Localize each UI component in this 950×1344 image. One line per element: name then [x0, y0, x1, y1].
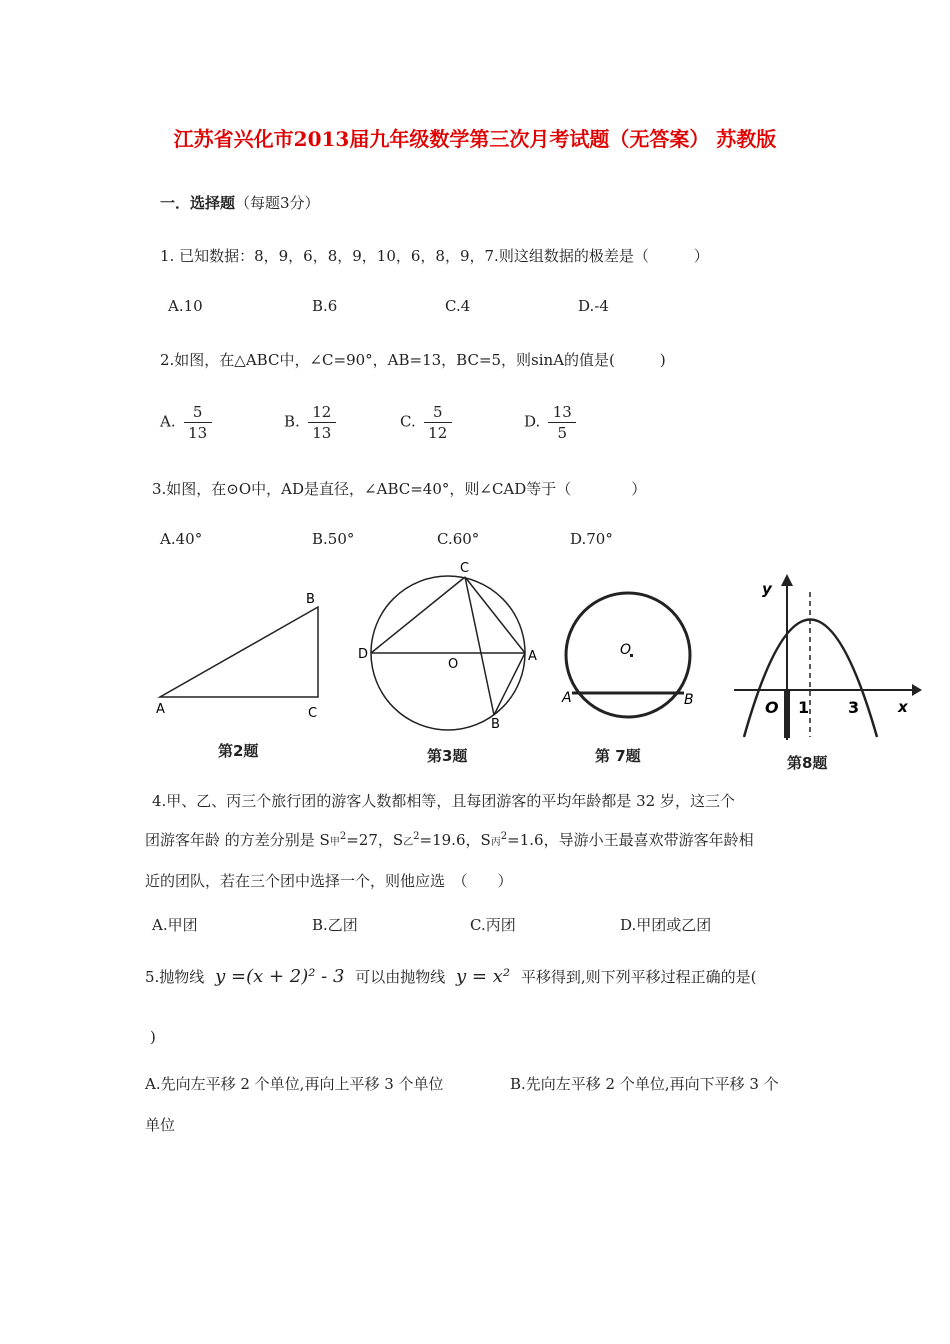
- figure-3-caption: 第3题: [427, 747, 468, 765]
- label-b: B: [306, 592, 315, 607]
- figure-2-triangle: [150, 585, 330, 725]
- q1-option-a: A.10: [168, 297, 203, 315]
- q4-option-d: D.甲团或乙团: [620, 916, 712, 934]
- question-1-stem: 1. 已知数据：8，9，6，8，9，10，6，8，9，7.则这组数据的极差是（ ）: [160, 247, 709, 265]
- page-title: 江苏省兴化市2013届九年级数学第三次月考试题（无答案） 苏教版: [173, 127, 777, 151]
- label-a: A: [156, 702, 165, 717]
- question-3-stem: 3.如图，在⊙O中，AD是直径，∠ABC=40°，则∠CAD等于（ ）: [152, 480, 647, 498]
- label-b: B: [491, 717, 500, 732]
- q4-option-a: A.甲团: [152, 916, 198, 934]
- label-c: C: [460, 561, 470, 576]
- label-o: O: [448, 657, 459, 672]
- label-a: A: [528, 649, 537, 664]
- figure-3-circle: [350, 558, 550, 738]
- q3-option-c: C.60°: [437, 530, 480, 548]
- section-heading: [160, 192, 320, 213]
- q4-option-c: C.丙团: [470, 916, 516, 934]
- q5-option-b-continued: 单位: [145, 1116, 176, 1134]
- figure-7-caption: 第 7题: [595, 747, 641, 765]
- section-note: （每题3分）: [235, 194, 320, 212]
- q2-option-c: C. $\frac{5}{12}$: [400, 402, 452, 443]
- q5-option-a: A.先向左平移 2 个单位,再向上平移 3 个单位: [145, 1075, 444, 1093]
- label-y: y: [762, 580, 772, 598]
- q1-option-d: D.-4: [578, 297, 609, 315]
- q3-option-b: B.50°: [312, 530, 355, 548]
- q5-option-b: B.先向左平移 2 个单位,再向下平移 3 个: [510, 1075, 779, 1093]
- q5-expression-2: y = x²: [456, 966, 511, 987]
- triangle-abc: [160, 607, 318, 697]
- figure-8-caption: 第8题: [787, 754, 828, 772]
- section-name: 一．选择题: [160, 194, 236, 212]
- figure-2-caption: 第2题: [218, 742, 259, 760]
- label-3: 3: [848, 698, 860, 717]
- question-5-close: ): [150, 1028, 156, 1046]
- chord-ca: [465, 577, 525, 653]
- label-x: x: [898, 698, 908, 716]
- label-1: 1: [798, 698, 810, 717]
- q2-option-d: D. $\frac{13}{5}$: [524, 402, 576, 443]
- q1-option-c: C.4: [445, 297, 471, 315]
- question-2-stem: 2.如图，在△ABC中，∠C=90°，AB=13，BC=5，则sinA的值是( ): [160, 351, 666, 369]
- question-4-line-2: 团游客年龄 的方差分别是 S甲$^2$=27，S乙$^2$=19.6，S丙$^2$=1.6，导游小王最喜欢带游客年龄相: [145, 831, 754, 849]
- y-axis-mark: [784, 690, 790, 738]
- label-a: A: [562, 690, 572, 706]
- figure-8-parabola: [732, 572, 922, 752]
- q5-expression-1: y =(x + 2)² - 3: [215, 966, 345, 987]
- q3-option-d: D.70°: [570, 530, 613, 548]
- question-4-line-3: 近的团队，若在三个团中选择一个，则他应选 （ ）: [145, 872, 513, 890]
- q2-option-b: B. $\frac{12}{13}$: [284, 402, 336, 443]
- chord-dc: [371, 577, 465, 653]
- chord-ab: [494, 653, 525, 715]
- label-b: B: [684, 692, 694, 708]
- question-5-stem: 5.抛物线 y =(x + 2)² - 3 可以由抛物线 y = x² 平移得到,则下列平移过程正确的是(: [145, 966, 757, 987]
- q2-option-a: A. $\frac{5}{13}$: [160, 402, 212, 443]
- chord-cb: [465, 577, 494, 715]
- q3-option-a: A.40°: [160, 530, 203, 548]
- label-origin: O: [765, 698, 779, 717]
- label-o: O: [620, 642, 632, 658]
- question-4-line-1: 4.甲、乙、丙三个旅行团的游客人数都相等，且每团游客的平均年龄都是 32 岁，这三个: [152, 792, 735, 810]
- label-d: D: [358, 647, 369, 662]
- figure-7-circle: [556, 590, 706, 730]
- label-c: C: [308, 706, 318, 721]
- q4-option-b: B.乙团: [312, 916, 358, 934]
- y-axis-arrow: [781, 574, 793, 586]
- x-axis-arrow: [912, 684, 922, 696]
- q1-option-b: B.6: [312, 297, 338, 315]
